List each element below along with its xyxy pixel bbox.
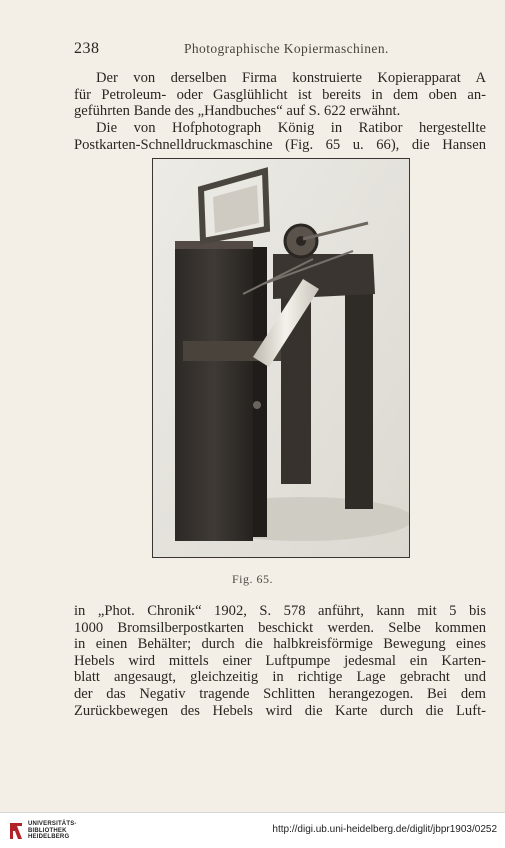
paragraph-2 (74, 120, 486, 153)
text-line: Hebels wird mittels einer Luftpumpe jedesmal ein Karten- (74, 652, 486, 669)
text-line: geführten Bande des „Handbuches“ auf S. 622 erwähnt. (74, 103, 401, 120)
source-url-link[interactable]: http://digi.ub.uni-heidelberg.de/diglit/jbpr1903/0252 (272, 824, 497, 835)
logo-line: HEIDELBERG (28, 834, 70, 841)
text-line: der das Negativ tragende Schlitten herangezogen. Bei dem (74, 685, 486, 702)
text-line: Der von derselben Firma konstruierte Kopierapparat A (96, 70, 486, 86)
page-header (74, 40, 484, 60)
text-line: Zurückbewegen des Hebels wird die Karte durch die Luft- (74, 702, 486, 719)
paragraph-1 (74, 70, 486, 120)
text-line: für Petroleum- oder Gasglühlicht ist bereits in dem oben an- (74, 86, 486, 103)
logo-line: UNIVERSITÄTS- (28, 821, 77, 827)
text-line: Postkarten-Schnelldruckmaschine (Fig. 65 u. 66), die Hansen (74, 136, 486, 153)
text-line: Die von Hofphotograph König in Ratibor hergestellte (96, 120, 486, 136)
logo-line: BIBLIOTHEK (28, 827, 67, 834)
machine-illustration (153, 159, 409, 557)
page-number: 238 (74, 40, 100, 57)
running-title: Photographische Kopiermaschinen. (184, 41, 389, 56)
figure-caption: Fig. 65. (231, 572, 273, 586)
library-logo-text (28, 821, 77, 841)
text-line: in einen Behälter; durch die halbkreisförmige Bewegung eines (74, 636, 486, 653)
text-line: in „Phot. Chronik“ 1902, S. 578 anführt, kann mit 5 bis (74, 603, 486, 619)
figure-65-photograph (152, 158, 410, 558)
heidelberg-logo-icon (8, 821, 24, 841)
text-line: blatt angesaugt, gleichzeitig in richtige Lage gebracht und (74, 669, 486, 686)
text-line: 1000 Bromsilberpostkarten beschickt werden. Selbe kommen (74, 619, 486, 636)
paragraph-3 (74, 603, 486, 719)
viewer-footer (0, 812, 505, 848)
